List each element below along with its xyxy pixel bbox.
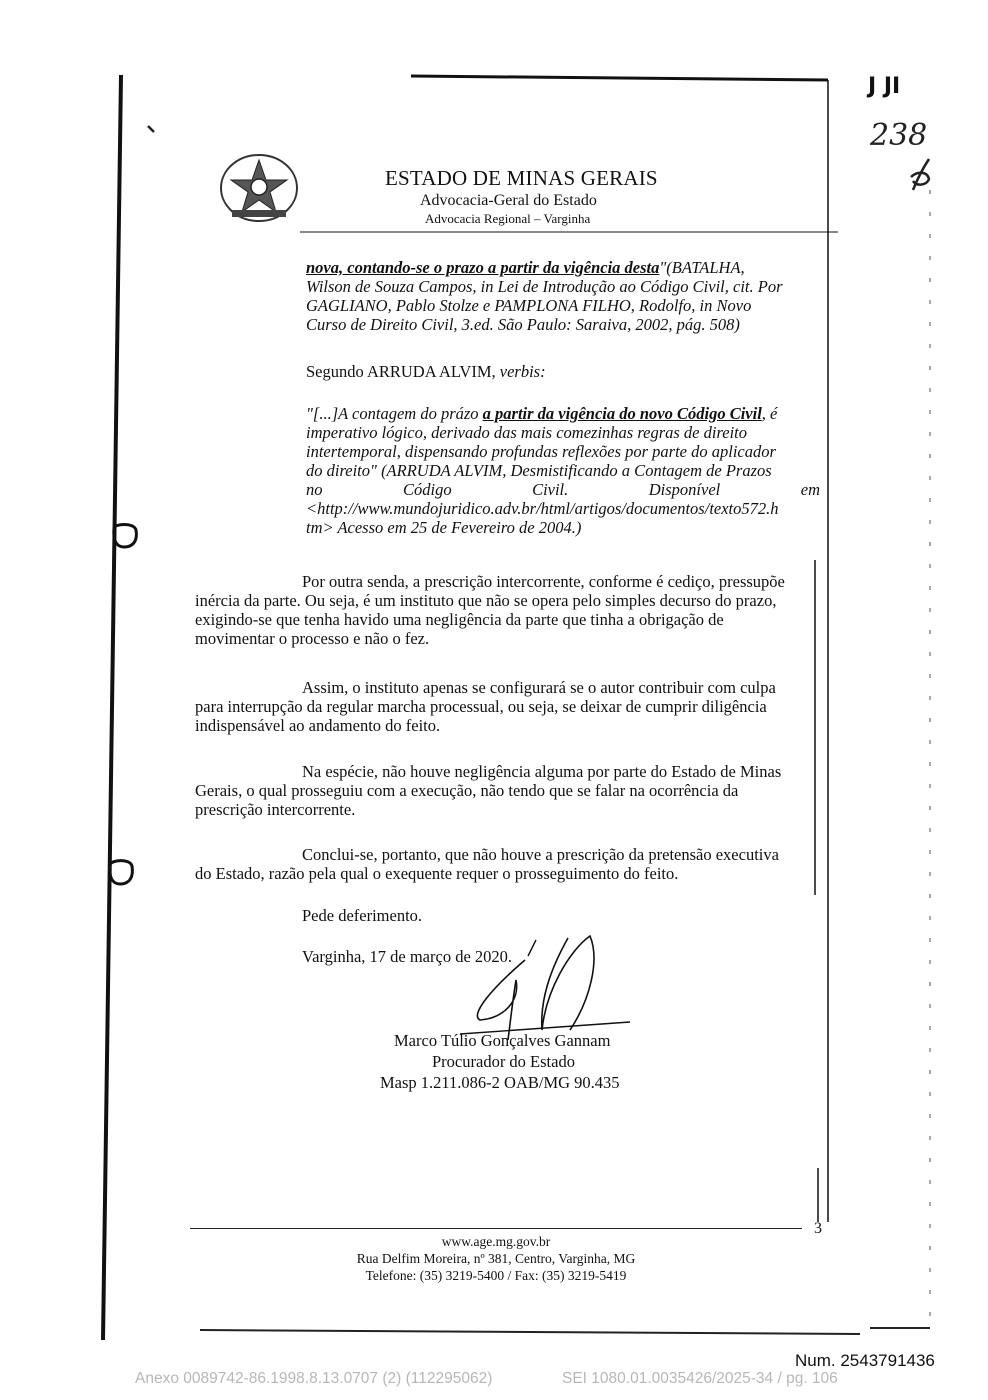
paragraph-line: exigindo-se que tenha havido uma negligência da parte que tinha a obrigação de bbox=[195, 610, 724, 629]
signer-name: Marco Túlio Gonçalves Gannam bbox=[394, 1031, 611, 1050]
paragraph-line: do Estado, razão pela qual o exequente requer o prosseguimento do feito. bbox=[195, 864, 679, 883]
underlined-excerpt: nova, contando-se o prazo a partir da vigência desta bbox=[306, 258, 660, 277]
page-number: 3 bbox=[814, 1220, 822, 1237]
handwritten-initial-icon bbox=[905, 155, 935, 195]
punch-hole-icon bbox=[106, 855, 136, 887]
paragraph-line: Por outra senda, a prescrição intercorrente, conforme é cediço, pressupõe bbox=[302, 572, 785, 591]
header-title: ESTADO DE MINAS GERAIS bbox=[385, 166, 658, 190]
quote-line: do direito" (ARRUDA ALVIM, Desmistificando a Contagem de Prazos bbox=[306, 461, 772, 480]
punch-hole-icon bbox=[110, 520, 140, 550]
intro-text: Segundo ARRUDA ALVIM, bbox=[306, 362, 496, 381]
footer-address: Rua Delfim Moreira, nº 381, Centro, Varginha, MG bbox=[356, 1251, 636, 1266]
paragraph-line: inércia da parte. Ou seja, é um instituto que não se opera pelo simples decurso do prazo, bbox=[195, 591, 777, 610]
annex-reference: Anexo 0089742-86.1998.8.13.0707 (2) (112295062) bbox=[135, 1370, 493, 1387]
quote-word: em bbox=[800, 480, 820, 499]
quote-word: Código bbox=[402, 480, 452, 499]
quote-line: "[...]A contagem do prázo bbox=[306, 404, 483, 423]
state-seal-icon bbox=[218, 150, 300, 224]
quote-line: Wilson de Souza Campos, in Lei de Introdução ao Código Civil, cit. Por bbox=[306, 277, 783, 296]
paragraph-especie bbox=[195, 762, 823, 819]
paragraph-line: prescrição intercorrente. bbox=[195, 800, 356, 819]
signer-role: Procurador do Estado bbox=[432, 1052, 575, 1071]
quote-line: GAGLIANO, Pablo Stolze e PAMPLONA FILHO, Rodolfo, in Novo bbox=[306, 296, 752, 315]
quote-word: no bbox=[306, 480, 323, 499]
handwritten-page-number: 238 bbox=[870, 118, 928, 153]
speck-icon bbox=[146, 124, 156, 134]
quote-line: "(BATALHA, bbox=[659, 258, 745, 277]
footer-divider bbox=[190, 1228, 802, 1229]
sei-reference: SEI 1080.01.0035426/2025-34 / pg. 106 bbox=[562, 1370, 838, 1387]
paragraph-line: para interrupção da regular marcha processual, ou seja, se deixar de cumprir diligência bbox=[195, 697, 767, 716]
intro-arruda bbox=[306, 362, 546, 381]
intro-verbis: verbis: bbox=[499, 362, 546, 381]
paragraph-conclusao bbox=[195, 845, 823, 883]
paragraph-line: Assim, o instituto apenas se configurará se o autor contribuir com culpa bbox=[302, 678, 776, 697]
document-number: Num. 2543791436 bbox=[795, 1351, 935, 1370]
quote-url: <http://www.mundojuridico.adv.br/html/artigos/documentos/texto572.h bbox=[306, 499, 779, 518]
quote-word: Disponível bbox=[648, 480, 721, 499]
quote-batalha bbox=[306, 258, 824, 334]
footer-url: www.age.mg.gov.br bbox=[441, 1234, 551, 1249]
paragraph-instituto bbox=[195, 678, 823, 735]
quote-line: imperativo lógico, derivado das mais comezinhas regras de direito bbox=[306, 423, 748, 442]
paragraph-line: Gerais, o qual prosseguiu com a execução, não tendo que se falar na ocorrência da bbox=[195, 781, 739, 800]
signer-ids: Masp 1.211.086-2 OAB/MG 90.435 bbox=[380, 1073, 620, 1092]
header-office: Advocacia Regional – Varginha bbox=[425, 211, 591, 226]
closing-date: Varginha, 17 de março de 2020. bbox=[302, 947, 513, 966]
quote-line: tm> Acesso em 25 de Fevereiro de 2004.) bbox=[306, 518, 582, 537]
paragraph-line: movimentar o processo e não o fez. bbox=[195, 629, 430, 648]
footer-phone: Telefone: (35) 3219-5400 / Fax: (35) 3219-5419 bbox=[365, 1268, 627, 1283]
quote-line: Curso de Direito Civil, 3.ed. São Paulo: Saraiva, 2002, pág. 508) bbox=[306, 315, 740, 334]
header-subtitle: Advocacia-Geral do Estado bbox=[420, 192, 597, 209]
margin-mark: J JI bbox=[868, 74, 901, 99]
paragraph-line: Na espécie, não houve negligência alguma por parte do Estado de Minas bbox=[302, 762, 782, 781]
quote-line: , é bbox=[761, 404, 778, 423]
paragraph-line: indispensável ao andamento do feito. bbox=[195, 716, 441, 735]
underlined-excerpt: a partir da vigência do novo Código Civil bbox=[482, 404, 762, 423]
quote-line bbox=[306, 480, 820, 499]
paragraph-line: Conclui-se, portanto, que não houve a prescrição da pretensão executiva bbox=[302, 845, 779, 864]
paragraph-prescricao bbox=[195, 572, 823, 648]
closing-request: Pede deferimento. bbox=[302, 906, 423, 925]
quote-word: Civil. bbox=[532, 480, 569, 499]
quote-line: intertemporal, dispensando profundas reflexões por parte do aplicador bbox=[306, 442, 776, 461]
quote-arruda bbox=[306, 404, 820, 537]
